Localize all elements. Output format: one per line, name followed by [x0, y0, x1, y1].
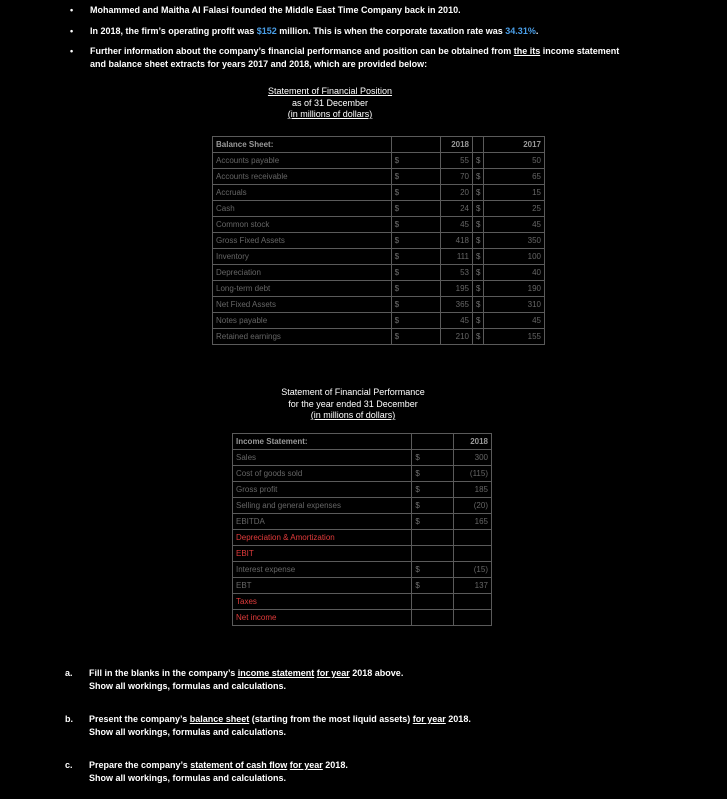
q-instruction: Show all workings, formulas and calculations.	[89, 773, 287, 783]
currency: $	[412, 466, 454, 482]
balance-sheet-row	[213, 329, 545, 345]
row-label: Accounts payable	[213, 153, 392, 169]
balance-sheet-header-row	[213, 137, 545, 153]
currency-2018: $	[391, 153, 440, 169]
balance-units: (in millions of dollars)	[287, 109, 373, 119]
intro-line-3c: income statement	[540, 46, 620, 56]
currency-2018: $	[391, 297, 440, 313]
currency-2017: $	[473, 329, 484, 345]
value-2018: 111	[441, 249, 473, 265]
row-label: Inventory	[213, 249, 392, 265]
value-2018: 53	[441, 265, 473, 281]
row-label: EBIT	[233, 546, 412, 562]
value-2018: 300	[454, 450, 492, 466]
balance-sheet-row	[213, 281, 545, 297]
currency-2018: $	[391, 313, 440, 329]
row-label: EBITDA	[233, 514, 412, 530]
q-text-part: (starting from the most liquid assets)	[249, 714, 413, 724]
question-text	[89, 759, 348, 785]
row-label: Depreciation & Amortization	[233, 530, 412, 546]
income-title: Statement of Financial Performance	[281, 387, 425, 397]
value-2018: 195	[441, 281, 473, 297]
currency: $	[412, 578, 454, 594]
currency	[412, 530, 454, 546]
bullet-dot: •	[70, 46, 74, 56]
q-underlined: statement of cash flow	[190, 760, 288, 770]
currency-2017: $	[473, 265, 484, 281]
currency-2018: $	[391, 185, 440, 201]
row-label: Gross profit	[233, 482, 412, 498]
currency	[412, 594, 454, 610]
row-label: Depreciation	[213, 265, 392, 281]
value-2017: 45	[484, 217, 545, 233]
q-text-part: Present the company’s	[89, 714, 190, 724]
question-letter: c.	[65, 760, 73, 770]
q-underlined: balance sheet	[189, 714, 250, 724]
value-2018: 137	[454, 578, 492, 594]
value-2018: 70	[441, 169, 473, 185]
question-letter: a.	[65, 668, 73, 678]
currency	[412, 546, 454, 562]
currency-2017: $	[473, 281, 484, 297]
row-label: Taxes	[233, 594, 412, 610]
currency: $	[412, 514, 454, 530]
row-label: Gross Fixed Assets	[213, 233, 392, 249]
currency-2018: $	[391, 281, 440, 297]
income-header-row	[233, 434, 492, 450]
currency: $	[412, 562, 454, 578]
income-row	[233, 450, 492, 466]
intro-line-3a: Further information about the company’s financial performance and position can be obtained from	[90, 46, 514, 56]
value-2018: 55	[441, 153, 473, 169]
value-2018: 210	[441, 329, 473, 345]
value-2017: 65	[484, 169, 545, 185]
currency-2017: $	[473, 217, 484, 233]
balance-sheet-row	[213, 185, 545, 201]
currency-2018: $	[391, 217, 440, 233]
currency-2018: $	[391, 169, 440, 185]
value-2018	[454, 546, 492, 562]
bullet-dot: •	[70, 5, 74, 15]
income-units: (in millions of dollars)	[310, 410, 396, 420]
value-2018: (15)	[454, 562, 492, 578]
q-underlined: income statement	[237, 668, 315, 678]
intro-bullets	[70, 4, 710, 78]
col-2017-header: 2017	[484, 137, 545, 153]
income-statement-title	[248, 387, 458, 422]
value-2018: 165	[454, 514, 492, 530]
q-text-part: 2018.	[322, 760, 348, 770]
balance-sheet-row	[213, 297, 545, 313]
intro-line-3b: the its	[513, 46, 541, 56]
currency-2017: $	[473, 153, 484, 169]
empty-cell	[412, 434, 454, 450]
value-2017: 25	[484, 201, 545, 217]
balance-sheet-header-label: Balance Sheet:	[213, 137, 392, 153]
value-2017: 100	[484, 249, 545, 265]
currency-2017: $	[473, 233, 484, 249]
q-text-part: 2018.	[445, 714, 471, 724]
bullet-dot: •	[70, 25, 74, 36]
currency-2017: $	[473, 249, 484, 265]
value-2018: (20)	[454, 498, 492, 514]
operating-profit-value: $152	[256, 25, 277, 36]
intro-line-2c: million. This is when the corporate taxation rate was	[276, 25, 506, 36]
currency-2017: $	[473, 313, 484, 329]
currency-2017: $	[473, 185, 484, 201]
value-2018	[454, 610, 492, 626]
row-label: Cash	[213, 201, 392, 217]
balance-sheet-row	[213, 265, 545, 281]
intro-bullet-1	[70, 4, 710, 17]
income-subtitle: for the year ended 31 December	[288, 398, 418, 409]
q-instruction: Show all workings, formulas and calculations.	[89, 727, 287, 737]
value-2018: 20	[441, 185, 473, 201]
question-text	[89, 667, 403, 693]
balance-sheet-row	[213, 249, 545, 265]
income-row	[233, 498, 492, 514]
currency: $	[412, 482, 454, 498]
value-2017: 350	[484, 233, 545, 249]
value-2017: 40	[484, 265, 545, 281]
question-text	[89, 713, 471, 739]
value-2017: 155	[484, 329, 545, 345]
value-2018: 45	[441, 313, 473, 329]
balance-sheet-row	[213, 169, 545, 185]
row-label: Common stock	[213, 217, 392, 233]
income-row	[233, 546, 492, 562]
row-label: Net Fixed Assets	[213, 297, 392, 313]
currency-2018: $	[391, 201, 440, 217]
question-letter: b.	[65, 714, 73, 724]
balance-sheet-table	[212, 136, 545, 345]
row-label: Selling and general expenses	[233, 498, 412, 514]
row-label: EBT	[233, 578, 412, 594]
value-2018: 418	[441, 233, 473, 249]
intro-line-1: Mohammed and Maitha Al Falasi founded the Middle East Time Company back in 2010.	[90, 5, 461, 15]
value-2018: 24	[441, 201, 473, 217]
currency-2018: $	[391, 265, 440, 281]
empty-cell	[473, 137, 484, 153]
balance-subtitle: as of 31 December	[291, 97, 369, 108]
balance-title: Statement of Financial Position	[267, 86, 393, 96]
currency-2017: $	[473, 297, 484, 313]
row-label: Retained earnings	[213, 329, 392, 345]
q-text-part: 2018 above.	[349, 668, 404, 678]
intro-line-3d: and balance sheet extracts for years 2017 and 2018, which are provided below:	[90, 58, 428, 69]
currency: $	[412, 498, 454, 514]
col-2018-header: 2018	[441, 137, 473, 153]
balance-sheet-row	[213, 201, 545, 217]
q-text-part: Prepare the company’s	[89, 760, 191, 770]
balance-sheet-row	[213, 313, 545, 329]
empty-cell	[391, 137, 440, 153]
currency	[412, 610, 454, 626]
income-row	[233, 610, 492, 626]
income-row	[233, 594, 492, 610]
intro-line-2e: .	[535, 25, 539, 36]
q-underlined: for year	[316, 668, 350, 678]
income-statement-table	[232, 433, 492, 626]
balance-sheet-row	[213, 217, 545, 233]
value-2018: 185	[454, 482, 492, 498]
q-instruction: Show all workings, formulas and calculations.	[89, 681, 287, 691]
currency: $	[412, 450, 454, 466]
intro-line-2a: In 2018, the firm’s operating profit was	[90, 25, 257, 36]
row-label: Interest expense	[233, 562, 412, 578]
intro-bullet-3	[70, 45, 710, 70]
income-row	[233, 578, 492, 594]
currency-2017: $	[473, 169, 484, 185]
income-row	[233, 466, 492, 482]
q-underlined: for year	[289, 760, 323, 770]
value-2017: 45	[484, 313, 545, 329]
q-text-part: Fill in the blanks in the company’s	[89, 668, 238, 678]
row-label: Long-term debt	[213, 281, 392, 297]
balance-sheet-row	[213, 233, 545, 249]
income-header-label: Income Statement:	[233, 434, 412, 450]
currency-2018: $	[391, 249, 440, 265]
value-2018: 45	[441, 217, 473, 233]
intro-bullet-2	[70, 25, 710, 38]
value-2017: 190	[484, 281, 545, 297]
row-label: Cost of goods sold	[233, 466, 412, 482]
income-row	[233, 514, 492, 530]
tax-rate-value: 34.31%	[505, 25, 536, 36]
value-2017: 50	[484, 153, 545, 169]
row-label: Accounts receivable	[213, 169, 392, 185]
row-label: Notes payable	[213, 313, 392, 329]
balance-sheet-row	[213, 153, 545, 169]
value-2017: 15	[484, 185, 545, 201]
row-label: Accruals	[213, 185, 392, 201]
value-2018	[454, 594, 492, 610]
value-2018: (115)	[454, 466, 492, 482]
income-row	[233, 482, 492, 498]
currency-2017: $	[473, 201, 484, 217]
q-underlined: for year	[412, 714, 446, 724]
value-2017: 310	[484, 297, 545, 313]
questions	[65, 667, 665, 797]
balance-sheet-title	[230, 86, 430, 121]
income-row	[233, 562, 492, 578]
income-col-2018-header: 2018	[454, 434, 492, 450]
value-2018	[454, 530, 492, 546]
row-label: Net income	[233, 610, 412, 626]
value-2018: 365	[441, 297, 473, 313]
income-row	[233, 530, 492, 546]
currency-2018: $	[391, 233, 440, 249]
currency-2018: $	[391, 329, 440, 345]
row-label: Sales	[233, 450, 412, 466]
